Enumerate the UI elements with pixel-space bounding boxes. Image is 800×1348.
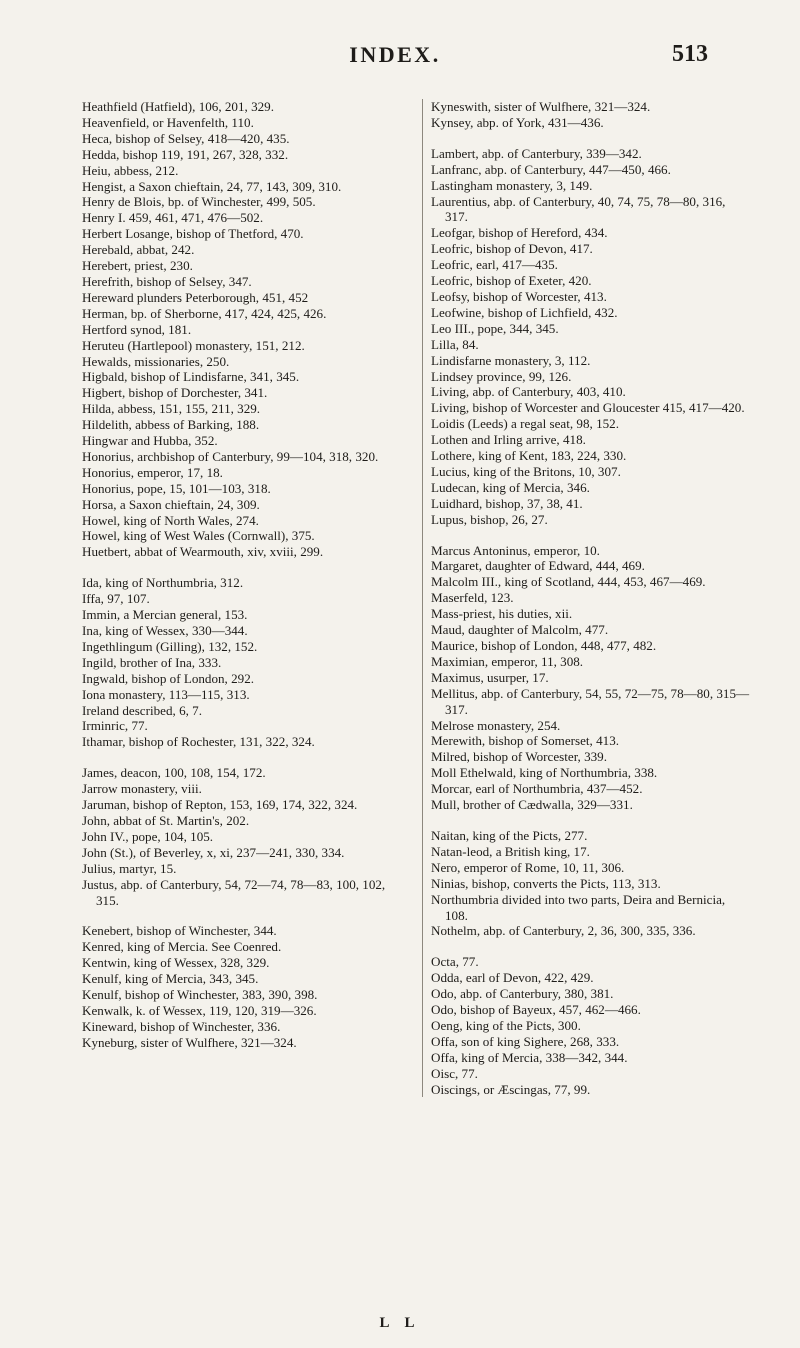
index-entry: Leofric, bishop of Devon, 417. <box>431 241 593 257</box>
index-entry: Heavenfield, or Havenfelth, 110. <box>82 114 254 130</box>
index-entry: Lucius, king of the Britons, 10, 307. <box>431 463 621 479</box>
index-entry: Nothelm, abp. of Canterbury, 2, 36, 300, 335, 336. <box>431 923 696 939</box>
index-entry: Heca, bishop of Selsey, 418—420, 435. <box>82 130 290 146</box>
section-gap <box>431 131 751 146</box>
printer-signature: L L <box>379 1315 421 1331</box>
index-entry: Leofwine, bishop of Lichfield, 432. <box>431 304 618 320</box>
index-entry: Maximian, emperor, 11, 308. <box>431 653 584 669</box>
section-gap <box>431 813 751 828</box>
index-entry: Leo III., pope, 344, 345. <box>431 320 559 336</box>
index-entry: Merewith, bishop of Somerset, 413. <box>431 733 620 749</box>
index-entry: Oisc, 77. <box>431 1065 478 1081</box>
page-number: 513 <box>672 41 708 67</box>
index-entry: Iona monastery, 113—115, 313. <box>82 686 250 702</box>
index-entry: Horsa, a Saxon chieftain, 24, 309. <box>82 496 260 512</box>
index-entry: Honorius, pope, 15, 101—103, 318. <box>82 480 271 496</box>
index-entry: Hewalds, missionaries, 250. <box>82 353 230 369</box>
index-entry: Herefrith, bishop of Selsey, 347. <box>82 273 252 289</box>
index-entry: Kenred, king of Mercia. See Coenred. <box>82 939 282 955</box>
index-entry: Natan-leod, a British king, 17. <box>431 843 590 859</box>
index-entry: Jaruman, bishop of Repton, 153, 169, 174, 322, 324. <box>82 797 358 813</box>
index-entry: Kenebert, bishop of Winchester, 344. <box>82 923 277 939</box>
index-entry: Hengist, a Saxon chieftain, 24, 77, 143, 309, 310. <box>82 178 342 194</box>
index-entry: Herbert Losange, bishop of Thetford, 470. <box>82 226 304 242</box>
index-entry: Hereward plunders Peterborough, 451, 452 <box>82 289 309 305</box>
index-entry: Heathfield (Hatfield), 106, 201, 329. <box>82 99 274 114</box>
index-entry: Leofric, bishop of Exeter, 420. <box>431 273 592 289</box>
index-entry: Kyneswith, sister of Wulfhere, 321—324. <box>431 99 651 114</box>
index-entry: Luidhard, bishop, 37, 38, 41. <box>431 495 583 511</box>
index-entry: Ingild, brother of Ina, 333. <box>82 654 222 670</box>
index-entry: Lilla, 84. <box>431 336 479 352</box>
index-entry: Odo, bishop of Bayeux, 457, 462—466. <box>431 1002 641 1018</box>
index-entry: Naitan, king of the Picts, 277. <box>431 827 588 843</box>
index-entry: Hedda, bishop 119, 191, 267, 328, 332. <box>82 146 289 162</box>
index-entry: Oiscings, or Æscingas, 77, 99. <box>431 1081 591 1097</box>
index-entry: Irminric, 77. <box>82 718 148 734</box>
index-entry: Lindsey province, 99, 126. <box>431 368 572 384</box>
running-head <box>82 42 708 72</box>
index-entry: Honorius, emperor, 17, 18. <box>82 464 223 480</box>
index-entry: Higbert, bishop of Dorchester, 341. <box>82 385 268 401</box>
index-entry: Offa, king of Mercia, 338—342, 344. <box>431 1049 628 1065</box>
index-entry: Leofgar, bishop of Hereford, 434. <box>431 225 608 241</box>
section-gap <box>82 750 410 765</box>
index-entry: Laurentius, abp. of Canterbury, 40, 74, 75, 78—80, 316, 317. <box>431 193 726 225</box>
index-entry: Loidis (Leeds) a regal seat, 98, 152. <box>431 416 619 432</box>
section-gap <box>431 528 751 543</box>
index-entry: Leofric, earl, 417—435. <box>431 257 558 273</box>
index-entry: Kenulf, king of Mercia, 343, 345. <box>82 971 259 987</box>
index-title: INDEX. <box>349 42 441 67</box>
index-entry: Margaret, daughter of Edward, 444, 469. <box>431 558 645 574</box>
index-entry: Honorius, archbishop of Canterbury, 99—104, 318, 320. <box>82 448 379 464</box>
index-entry: Maud, daughter of Malcolm, 477. <box>431 622 609 638</box>
index-entry: Maserfeld, 123. <box>431 590 514 606</box>
index-column-left <box>82 99 410 1051</box>
index-entry: Ninias, bishop, converts the Picts, 113, 313. <box>431 875 661 891</box>
index-entry: Ireland described, 6, 7. <box>82 702 202 718</box>
index-entry: Northumbria divided into two parts, Deira and Bernicia, 108. <box>431 891 726 923</box>
index-entry: Ludecan, king of Mercia, 346. <box>431 479 590 495</box>
section-gap <box>431 939 751 954</box>
index-entry: John, abbat of St. Martin's, 202. <box>82 812 250 828</box>
index-entry: Lupus, bishop, 26, 27. <box>431 511 548 527</box>
index-entry: Kenulf, bishop of Winchester, 383, 390, 398. <box>82 987 318 1003</box>
index-entry: Moll Ethelwald, king of Northumbria, 338. <box>431 765 658 781</box>
index-entry: Ithamar, bishop of Rochester, 131, 322, 324. <box>82 734 315 750</box>
index-entry: Morcar, earl of Northumbria, 437—452. <box>431 781 643 797</box>
index-entry: Immin, a Mercian general, 153. <box>82 607 248 623</box>
index-entry: Kentwin, king of Wessex, 328, 329. <box>82 955 270 971</box>
index-entry: Heiu, abbess, 212. <box>82 162 179 178</box>
index-entry: Hingwar and Hubba, 352. <box>82 433 218 449</box>
index-entry: Malcolm III., king of Scotland, 444, 453, 467—469. <box>431 574 706 590</box>
index-entry: Hertford synod, 181. <box>82 321 192 337</box>
index-entry: Kyneburg, sister of Wulfhere, 321—324. <box>82 1034 297 1050</box>
index-entry: Odo, abp. of Canterbury, 380, 381. <box>431 986 614 1002</box>
index-entry: Ingwald, bishop of London, 292. <box>82 670 255 686</box>
index-entry: Leofsy, bishop of Worcester, 413. <box>431 288 607 304</box>
index-entry: Living, bishop of Worcester and Gloucester 415, 417—420. <box>431 400 745 416</box>
index-entry: Octa, 77. <box>431 954 479 970</box>
index-entry: Heruteu (Hartlepool) monastery, 151, 212. <box>82 337 305 353</box>
index-entry: Justus, abp. of Canterbury, 54, 72—74, 78—83, 100, 102, 315. <box>82 876 386 908</box>
index-entry: Mellitus, abp. of Canterbury, 54, 55, 72—75, 78—80, 315—317. <box>431 685 750 717</box>
section-gap <box>82 908 410 923</box>
index-column-right <box>422 99 751 1097</box>
index-entry: John IV., pope, 104, 105. <box>82 828 214 844</box>
index-entry: Hildelith, abbess of Barking, 188. <box>82 417 260 433</box>
index-entry: Marcus Antoninus, emperor, 10. <box>431 542 600 558</box>
index-entry: Ingethlingum (Gilling), 132, 152. <box>82 638 258 654</box>
index-entry: Lambert, abp. of Canterbury, 339—342. <box>431 145 642 161</box>
index-entry: Nero, emperor of Rome, 10, 11, 306. <box>431 859 625 875</box>
index-entry: Herebert, priest, 230. <box>82 258 193 274</box>
index-entry: Melrose monastery, 254. <box>431 717 561 733</box>
index-entry: Jarrow monastery, viii. <box>82 781 202 797</box>
index-entry: Herman, bp. of Sherborne, 417, 424, 425, 426. <box>82 305 327 321</box>
index-entry: Odda, earl of Devon, 422, 429. <box>431 970 594 986</box>
index-entry: Henry I. 459, 461, 471, 476—502. <box>82 210 264 226</box>
index-entry: Mull, brother of Cædwalla, 329—331. <box>431 797 633 813</box>
index-entry: Hilda, abbess, 151, 155, 211, 329. <box>82 401 261 417</box>
index-entry: Howel, king of West Wales (Cornwall), 375. <box>82 528 315 544</box>
index-entry: Oeng, king of the Picts, 300. <box>431 1017 581 1033</box>
index-entry: Lanfranc, abp. of Canterbury, 447—450, 466. <box>431 161 671 177</box>
index-entry: Lothen and Irling arrive, 418. <box>431 432 586 448</box>
index-entry: Kineward, bishop of Winchester, 336. <box>82 1018 281 1034</box>
index-entry: Lastingham monastery, 3, 149. <box>431 177 593 193</box>
index-entry: Mass-priest, his duties, xii. <box>431 606 573 622</box>
index-entry: Herebald, abbat, 242. <box>82 242 195 258</box>
index-entry: Julius, martyr, 15. <box>82 860 177 876</box>
index-entry: Iffa, 97, 107. <box>82 591 150 607</box>
index-entry: Milred, bishop of Worcester, 339. <box>431 749 608 765</box>
index-entry: Huetbert, abbat of Wearmouth, xiv, xviii, 299. <box>82 544 324 560</box>
index-entry: Henry de Blois, bp. of Winchester, 499, 505. <box>82 194 316 210</box>
index-entry: Lothere, king of Kent, 183, 224, 330. <box>431 448 627 464</box>
index-entry: James, deacon, 100, 108, 154, 172. <box>82 765 266 781</box>
index-entry: Ina, king of Wessex, 330—344. <box>82 623 248 638</box>
index-entry: Kenwalk, k. of Wessex, 119, 120, 319—326. <box>82 1002 317 1018</box>
section-gap <box>82 560 410 575</box>
index-entry: Offa, son of king Sighere, 268, 333. <box>431 1033 620 1049</box>
index-entry: Living, abp. of Canterbury, 403, 410. <box>431 384 626 400</box>
index-entry: John (St.), of Beverley, x, xi, 237—241, 330, 334. <box>82 844 345 860</box>
index-entry: Howel, king of North Wales, 274. <box>82 512 259 528</box>
index-entry: Maximus, usurper, 17. <box>431 669 549 685</box>
index-entry: Lindisfarne monastery, 3, 112. <box>431 352 591 368</box>
index-entry: Maurice, bishop of London, 448, 477, 482. <box>431 638 657 653</box>
index-entry: Kynsey, abp. of York, 431—436. <box>431 114 604 130</box>
index-entry: Ida, king of Northumbria, 312. <box>82 575 244 591</box>
index-entry: Higbald, bishop of Lindisfarne, 341, 345. <box>82 369 300 385</box>
